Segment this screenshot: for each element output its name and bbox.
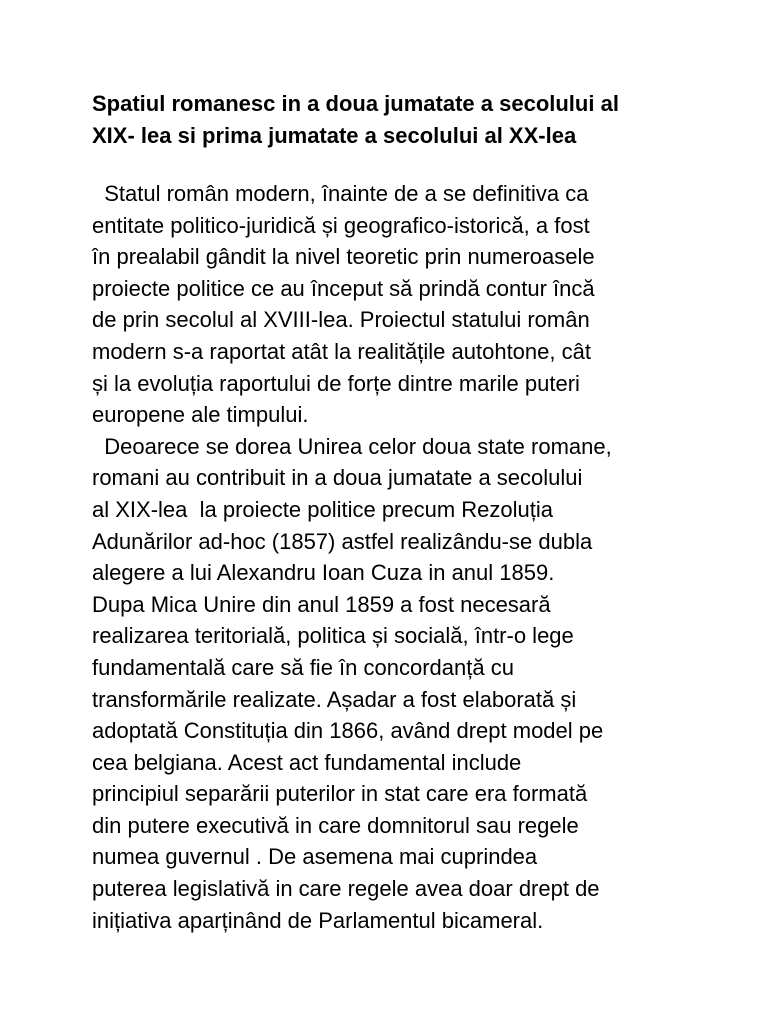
- body-line: principiul separării puterilor in stat care era formată: [92, 781, 588, 807]
- body-line: adoptată Constituția din 1866, având drept model pe: [92, 718, 604, 744]
- body-line: proiecte politice ce au început să prindă contur încă: [92, 275, 595, 301]
- title-line: Spatiul romanesc in a doua jumatate a secolului al: [92, 91, 619, 116]
- body-line: europene ale timpului.: [92, 402, 309, 428]
- body-line: realizarea teritorială, politica și socială, într-o lege: [92, 623, 574, 649]
- body-line: transformările realizate. Așadar a fost elaborată și: [92, 686, 577, 712]
- body-line: din putere executivă in care domnitorul sau regele: [92, 812, 579, 838]
- body-line: cea belgiana. Acest act fundamental include: [92, 749, 522, 775]
- body-line: în prealabil gândit la nivel teoretic prin numeroasele: [92, 244, 595, 270]
- body-line: Statul român modern, înainte de a se definitiva ca: [92, 181, 589, 206]
- body-line: fundamentală care să fie în concordanță cu: [92, 654, 514, 680]
- body-line: și la evoluția raportului de forțe dintre marile puteri: [92, 370, 580, 396]
- body-line: alegere a lui Alexandru Ioan Cuza in anul 1859.: [92, 560, 555, 586]
- document-body: [92, 178, 712, 936]
- body-line: al XIX-lea la proiecte politice precum Rezoluția: [92, 496, 554, 522]
- body-line: inițiativa aparținând de Parlamentul bicameral.: [92, 907, 544, 933]
- title-line: XIX- lea si prima jumatate a secolului al XX-lea: [92, 123, 577, 148]
- body-line: numea guvernul . De asemena mai cuprindea: [92, 844, 538, 870]
- body-line: de prin secolul al XVIII-lea. Proiectul statului român: [92, 307, 590, 333]
- body-line: romani au contribuit in a doua jumatate a secolului: [92, 465, 583, 491]
- body-line: Dupa Mica Unire din anul 1859 a fost necesară: [92, 591, 551, 617]
- body-line: modern s-a raportat atât la realitățile autohtone, cât: [92, 338, 591, 364]
- document-title: [92, 88, 692, 152]
- body-line: entitate politico-juridică și geografico-istorică, a fost: [92, 212, 590, 238]
- body-line: puterea legislativă in care regele avea doar drept de: [92, 876, 600, 902]
- body-line: Adunărilor ad-hoc (1857) astfel realizându-se dubla: [92, 528, 593, 554]
- body-line: Deoarece se dorea Unirea celor doua state romane,: [92, 433, 612, 459]
